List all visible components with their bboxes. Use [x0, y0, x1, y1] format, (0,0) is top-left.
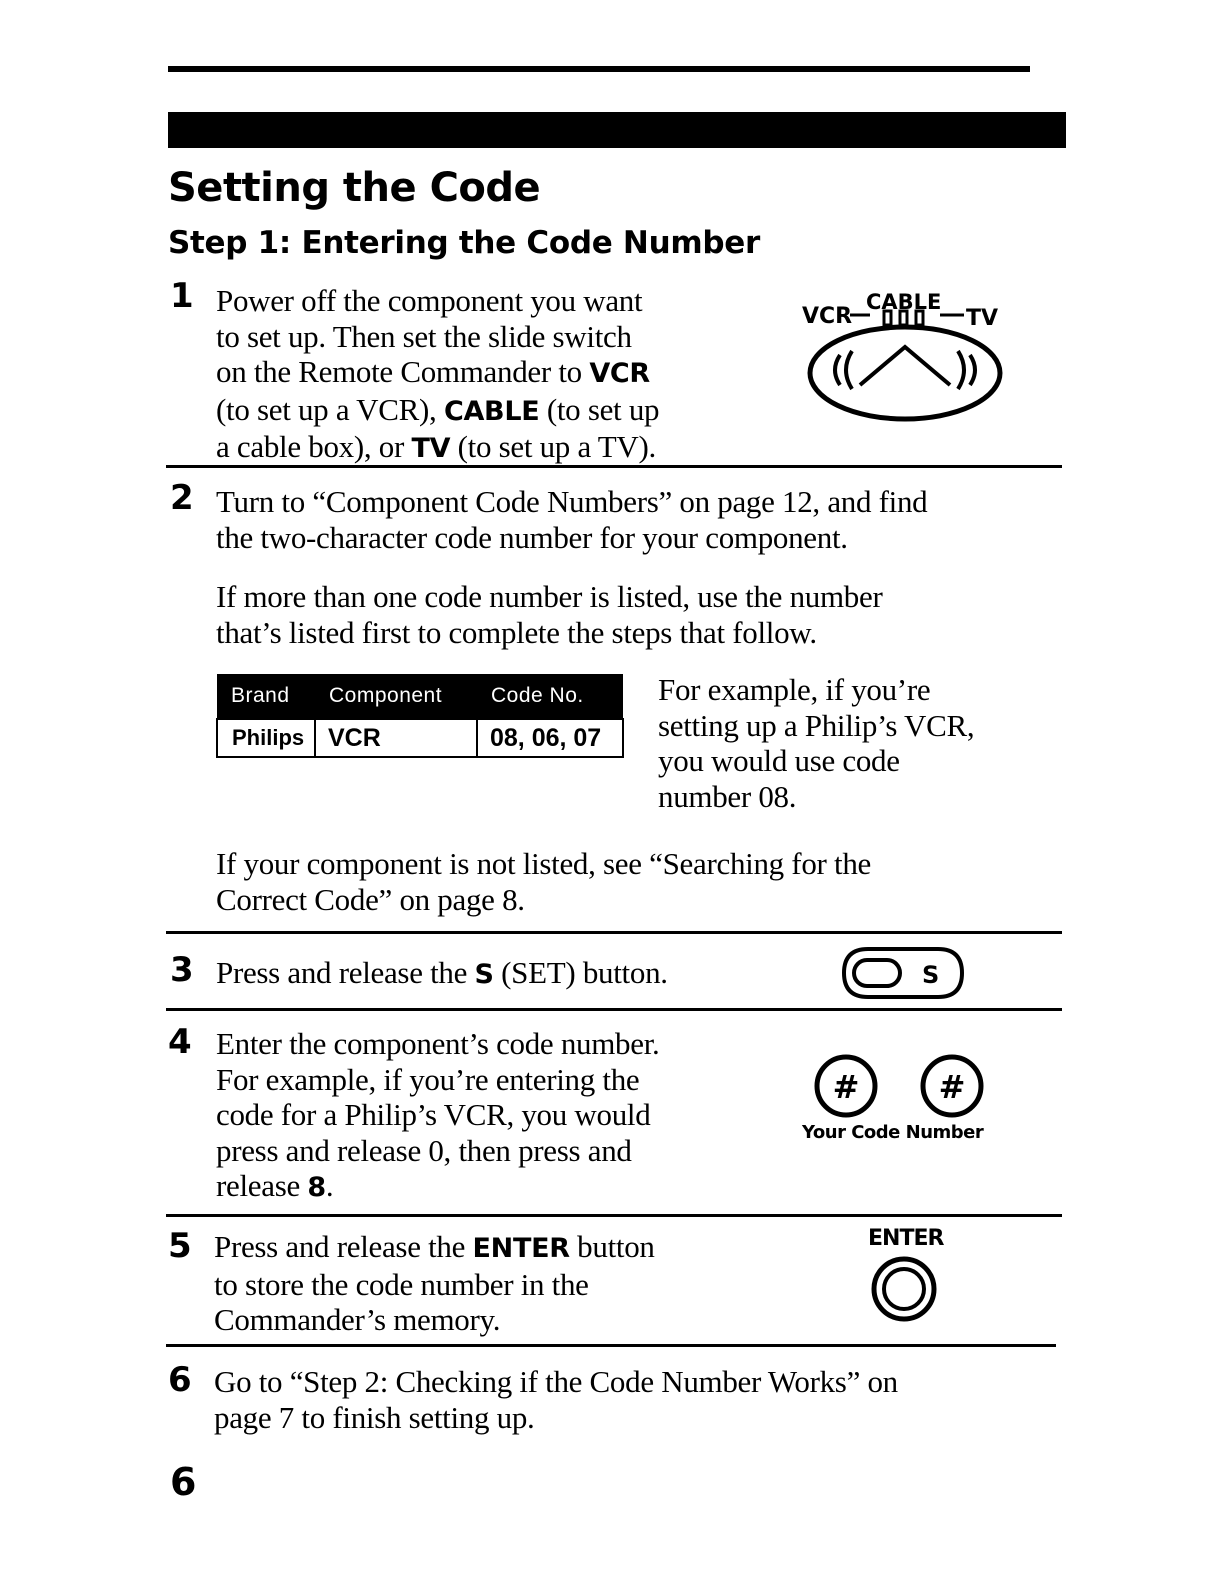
- step-2-paragraph-1: [216, 484, 1076, 555]
- step-4-line: For example, if you’re entering the: [216, 1061, 640, 1097]
- step-4-line: code for a Philip’s VCR, you would: [216, 1097, 651, 1132]
- table-cell-component: VCR: [315, 719, 477, 757]
- step-heading: Step 1: Entering the Code Number: [168, 225, 760, 261]
- step-4-line: Enter the component’s code number.: [216, 1026, 660, 1061]
- example-line: setting up a Philip’s VCR,: [658, 707, 975, 743]
- step-4-line: press and release 0, then press and: [216, 1132, 632, 1168]
- enter-button-icon: [866, 1254, 946, 1324]
- step-1-line: a cable box), or TV (to set up a TV).: [216, 429, 656, 464]
- step-5-line: to store the code number in the: [214, 1266, 589, 1302]
- step-2-line: Correct Code” on page 8.: [216, 881, 525, 917]
- step-2-line: that’s listed first to complete the steps that follow.: [216, 614, 817, 650]
- step-1-number: 1: [170, 276, 194, 316]
- divider: [166, 465, 1062, 468]
- example-line: you would use code: [658, 743, 900, 778]
- step-4-text: [216, 1026, 776, 1206]
- enter-button-figure: [866, 1254, 946, 1324]
- set-button-icon: [838, 945, 968, 1001]
- example-line: number 08.: [658, 778, 797, 814]
- step-6-line: page 7 to finish setting up.: [214, 1399, 535, 1435]
- step-6-text: [214, 1364, 1074, 1435]
- slide-switch-figure: [800, 285, 1010, 425]
- step-2-example: [658, 672, 1078, 814]
- step-5-line: Press and release the ENTER button: [214, 1229, 655, 1264]
- step-6-line: Go to “Step 2: Checking if the Code Number Works” on: [214, 1364, 898, 1399]
- step-4-number: 4: [168, 1022, 192, 1062]
- number-key-symbol: #: [832, 1068, 860, 1106]
- your-code-number-caption: Your Code Number: [802, 1122, 984, 1143]
- step-3-text: Press and release the S (SET) button.: [216, 955, 668, 990]
- step-5-text: [214, 1229, 794, 1338]
- step-5-line: Commander’s memory.: [214, 1302, 501, 1337]
- top-rule: [168, 66, 1030, 72]
- divider: [166, 1344, 1056, 1347]
- step-2-line: Turn to “Component Code Numbers” on page 12, and find: [216, 484, 928, 519]
- step-1-text: [216, 283, 756, 467]
- table-header-row: [217, 674, 623, 719]
- section-title: Setting the Code: [168, 165, 541, 211]
- set-button-label: S: [922, 961, 940, 989]
- code-number-table: [216, 674, 624, 758]
- step-5-number: 5: [168, 1226, 192, 1266]
- table-header-brand: Brand: [217, 674, 315, 719]
- step-4-line: release 8.: [216, 1168, 334, 1203]
- page-number: 6: [170, 1460, 197, 1504]
- step-2-paragraph-2: [216, 579, 1076, 650]
- divider: [166, 931, 1062, 934]
- step-1-line: to set up. Then set the slide switch: [216, 318, 632, 354]
- switch-label-tv: TV: [966, 306, 999, 331]
- step-2-line: the two-character code number for your component.: [216, 519, 848, 555]
- step-1-line: on the Remote Commander to VCR: [216, 354, 650, 389]
- number-key-symbol: #: [938, 1068, 966, 1106]
- set-button-figure: [838, 945, 968, 1001]
- table-header-code: Code No.: [477, 674, 623, 719]
- step-2-line: If your component is not listed, see “Searching for the: [216, 846, 871, 881]
- table-cell-code: 08, 06, 07: [477, 719, 623, 757]
- step-2-paragraph-3: [216, 846, 1076, 917]
- step-2-line: If more than one code number is listed, use the number: [216, 579, 883, 614]
- switch-label-cable: CABLE: [866, 290, 942, 314]
- divider: [166, 1214, 1062, 1217]
- table-cell-brand: Philips: [217, 719, 315, 757]
- example-line: For example, if you’re: [658, 672, 931, 707]
- step-6-number: 6: [168, 1360, 192, 1400]
- enter-button-label: ENTER: [868, 1226, 944, 1251]
- divider: [166, 1008, 1062, 1011]
- step-1-line: (to set up a VCR), CABLE (to set up: [216, 391, 660, 427]
- table-row: [217, 719, 623, 757]
- step-1-line: Power off the component you want: [216, 283, 643, 318]
- slide-switch-illustration: [800, 285, 1010, 425]
- step-3-number: 3: [170, 950, 194, 990]
- switch-label-vcr: VCR: [802, 304, 853, 329]
- step-2-number: 2: [170, 478, 194, 518]
- table-header-component: Component: [315, 674, 477, 719]
- header-bar: [168, 112, 1066, 148]
